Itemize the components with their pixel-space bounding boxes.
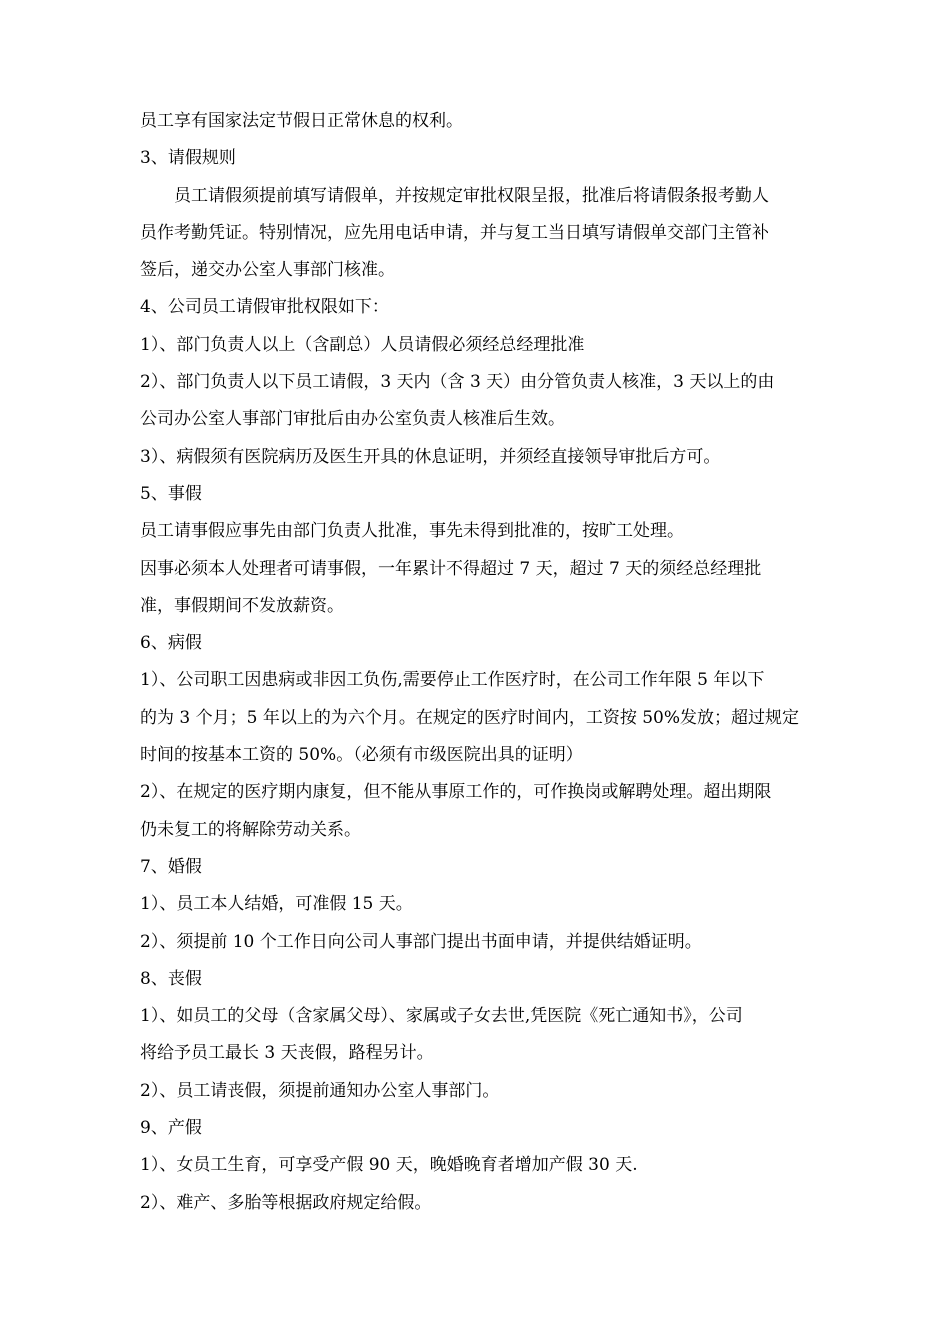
text-line: 1）、部门负责人以上（含副总）人员请假必须经总经理批准 — [140, 334, 585, 355]
text-line: 准，事假期间不发放薪资。 — [140, 595, 344, 616]
text-line: 5、事假 — [140, 483, 202, 504]
text-line: 员作考勤凭证。特别情况，应先用电话申请，并与复工当日填写请假单交部门主管补 — [140, 222, 769, 243]
text-line: 9、产假 — [140, 1118, 202, 1139]
text-line: 1）、女员工生育，可享受产假 90 天，晚婚晚育者增加产假 30 天. — [140, 1155, 638, 1176]
text-line: 6、病假 — [140, 633, 202, 654]
text-line: 1）、员工本人结婚，可准假 15 天。 — [140, 894, 413, 915]
text-line: 仍未复工的将解除劳动关系。 — [140, 819, 361, 840]
text-line: 签后，递交办公室人事部门核准。 — [140, 260, 395, 281]
text-line: 8、丧假 — [140, 968, 202, 989]
text-line: 3）、病假须有医院病历及医生开具的休息证明，并须经直接领导审批后方可。 — [140, 446, 721, 467]
text-line: 员工享有国家法定节假日正常休息的权利。 — [140, 111, 463, 131]
text-line: 将给予员工最长 3 天丧假，路程另计。 — [140, 1043, 434, 1064]
text-line: 2）、在规定的医疗期内康复，但不能从事原工作的，可作换岗或解聘处理。超出期限 — [140, 782, 772, 803]
text-line: 公司办公室人事部门审批后由办公室负责人核准后生效。 — [140, 409, 565, 430]
text-line: 因事必须本人处理者可请事假，一年累计不得超过 7 天，超过 7 天的须经总经理批 — [140, 558, 762, 579]
document-body — [140, 103, 820, 1222]
text-line: 1）、公司职工因患病或非因工负伤,需要停止工作医疗时，在公司工作年限 5 年以下 — [140, 670, 765, 691]
text-line: 2）、部门负责人以下员工请假，3 天内（含 3 天）由分管负责人核准，3 天以上的由 — [140, 372, 775, 393]
text-line: 员工请事假应事先由部门负责人批准，事先未得到批准的，按旷工处理。 — [140, 521, 684, 542]
text-line: 时间的按基本工资的 50%。（必须有市级医院出具的证明） — [140, 745, 583, 766]
text-line: 2）、员工请丧假，须提前通知办公室人事部门。 — [140, 1080, 500, 1101]
text-line: 2）、难产、多胎等根据政府规定给假。 — [140, 1192, 432, 1213]
text-line: 3、请假规则 — [140, 148, 236, 169]
text-line: 2）、须提前 10 个工作日向公司人事部门提出书面申请，并提供结婚证明。 — [140, 931, 702, 952]
text-line: 员工请假须提前填写请假单，并按规定审批权限呈报，批准后将请假条报考勤人 — [140, 185, 769, 206]
text-line: 的为 3 个月；5 年以上的为六个月。在规定的医疗时间内，工资按 50%发放；超过规定 — [140, 707, 800, 728]
text-line: 7、婚假 — [140, 856, 202, 877]
text-line: 4、公司员工请假审批权限如下： — [140, 297, 389, 318]
text-line: 1）、如员工的父母（含家属父母）、家属或子女去世,凭医院《死亡通知书》，公司 — [140, 1006, 743, 1027]
